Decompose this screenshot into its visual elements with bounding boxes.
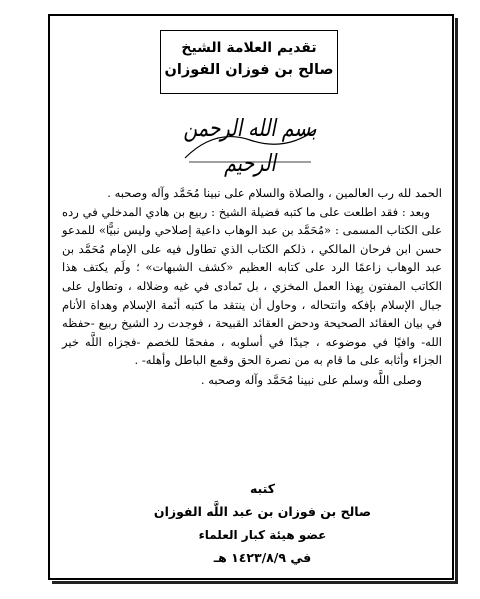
basmala-calligraphy	[175, 114, 325, 178]
title-box	[160, 30, 338, 94]
paragraph-closing: وصلى اللَّه وسلم على نبينا مُحَمَّد وآله وصحبه .	[200, 372, 422, 387]
paragraph-opening: الحمد لله رب العالمين ، والصلاة والسلام على نبينا مُحَمَّد وآله وصحبه .	[107, 186, 442, 200]
signature-role: عضو هيئة كبار العلماء	[198, 528, 327, 542]
body-text	[62, 184, 442, 390]
title-line-2: صالح بن فوزان الفوزان	[164, 62, 334, 78]
signature-date: في ١٤٢٣/٨/٩ هـ	[213, 550, 312, 565]
signature-wrote: كتبه	[249, 481, 276, 496]
basmala-text: بسم الله الرحمن الرحيم	[183, 114, 317, 178]
title-line-1: تقديم العلامة الشيخ	[181, 40, 317, 56]
paragraph-main: وبعد : فقد اطلعت على ما كتبه فضيلة الشيخ : ربيع بن هادي المدخلي في رده على الكتاب المسمى : «مُحَمَّد بن عبد الوهاب داعية إصلاحي وليس نبيًّا» للمدعو حسن ابن فرحان المالكي ، ذلكم الكتاب الذي تطاول فيه على الإمام مُحَمَّد بن عبد الوهاب زاعمًا الرد على كتابه العظيم «كشف الشبهات» ؛ ولَم يكتف هذا الكاتب المفتون بِهذا العمل المخزي ، بل تَمادى في غيه وضلاله ، وتطاول على جبال الإسلام بإفكه وانتحاله ، وحاول أن ينتقد ما كتبه أئمة الإسلام وهداة الأنام في بيان العقائد الصحيحة ودحض العقائد القبيحة ، فوجدت رد الشيخ ربيع -حفظه الله- وافيًا في موضوعه ، جيدًا في أسلوبه ، مفحمًا للخصم -فجزاه اللَّه خير الجزاء وأثابه على ما قام به من نصرة الحق وقمع الباطل وأهله- .	[62, 204, 442, 368]
signature-name: صالح بن فوزان بن عبد اللَّه الفوزان	[153, 504, 372, 519]
signature-block	[150, 478, 375, 570]
